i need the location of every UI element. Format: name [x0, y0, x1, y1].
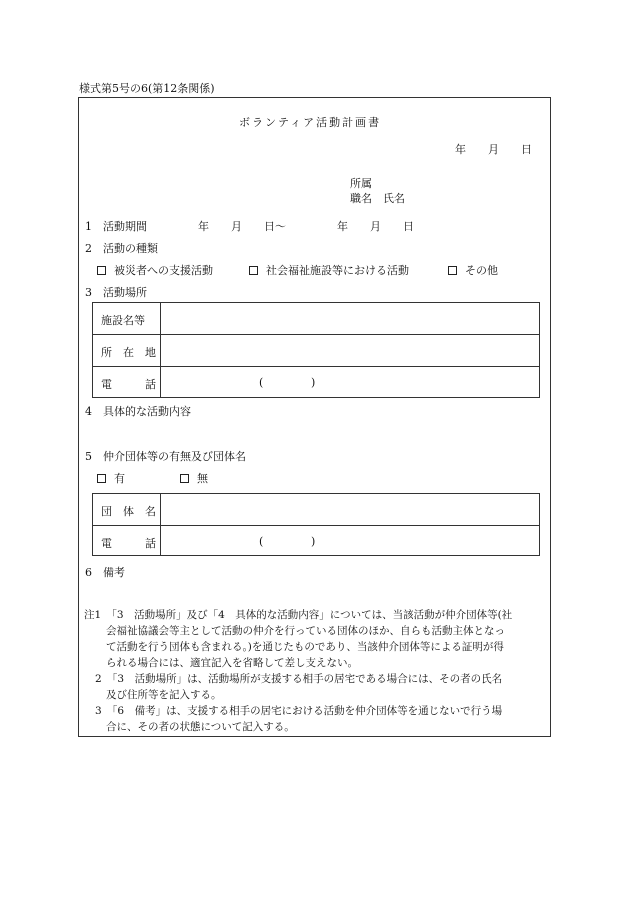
note-1-line-2: 会福祉協議会等主として活動の仲介を行っている団体のほか、自らも活動主体となっ — [106, 625, 505, 637]
note-1-line-3: て活動を行う団体も含まれる。)を通じたものであり、当該仲介団体等による証明が得 — [106, 641, 504, 653]
paren-close: ) — [311, 376, 316, 389]
option-other[interactable]: その他 — [448, 264, 498, 278]
table-row — [93, 366, 539, 398]
phone-label: 電 話 — [101, 537, 156, 550]
period-from: 年 月 日〜 — [198, 220, 286, 233]
affiliation-label: 所属 — [350, 177, 372, 190]
note-3-line-1: 3 「6 備考」は、支援する相手の居宅における活動を仲介団体等を通じないで行う場 — [95, 705, 503, 717]
checkbox-icon — [97, 266, 106, 275]
facility-name-label: 施設名等 — [101, 314, 145, 327]
checkbox-icon — [249, 266, 258, 275]
phone-label: 電 話 — [101, 378, 156, 391]
group-name-label: 団 体 名 — [101, 505, 156, 518]
page-title: ボランティア活動計画書 — [239, 116, 382, 129]
address-label: 所 在 地 — [101, 346, 156, 359]
section-activity-type: 2 活動の種類 — [85, 242, 158, 255]
option-welfare-facility[interactable]: 社会福祉施設等における活動 — [249, 264, 409, 278]
form-number: 様式第5号の6(第12条関係) — [79, 82, 215, 95]
paren-open: ( — [259, 376, 264, 389]
section-intermediary: 5 仲介団体等の有無及び団体名 — [85, 450, 246, 463]
note-2-line-2: 及び住所等を記入する。 — [106, 689, 222, 701]
option-yes[interactable]: 有 — [97, 472, 125, 486]
section-activity-period: 1 活動期間 — [85, 220, 147, 233]
section-activity-location: 3 活動場所 — [85, 286, 147, 299]
option-no[interactable]: 無 — [180, 472, 208, 486]
checkbox-icon — [97, 474, 106, 483]
note-3-line-2: 合に、その者の状態について記入する。 — [106, 721, 295, 733]
table-row — [93, 525, 539, 557]
position-name-label: 職名 氏名 — [350, 192, 405, 205]
note-1-line-1: 注1 「3 活動場所」及び「4 具体的な活動内容」については、当該活動が仲介団体等(社 — [84, 609, 513, 621]
note-2-line-1: 2 「3 活動場所」は、活動場所が支援する相手の居宅である場合には、その者の氏名 — [95, 673, 503, 685]
table-row — [93, 303, 539, 334]
table-row — [93, 334, 539, 366]
note-1-line-4: られる場合には、適宜記入を省略して差し支えない。 — [106, 657, 358, 669]
intermediary-table — [92, 493, 540, 556]
period-to: 年 月 日 — [337, 220, 414, 233]
section-activity-details: 4 具体的な活動内容 — [85, 405, 191, 418]
checkbox-icon — [448, 266, 457, 275]
paren-open: ( — [259, 535, 264, 548]
option-victim-support[interactable]: 被災者への支援活動 — [97, 264, 213, 278]
checkbox-icon — [180, 474, 189, 483]
date-line: 年 月 日 — [455, 143, 532, 156]
section-remarks: 6 備考 — [85, 566, 125, 579]
paren-close: ) — [311, 535, 316, 548]
table-row — [93, 494, 539, 525]
location-table — [92, 302, 540, 398]
